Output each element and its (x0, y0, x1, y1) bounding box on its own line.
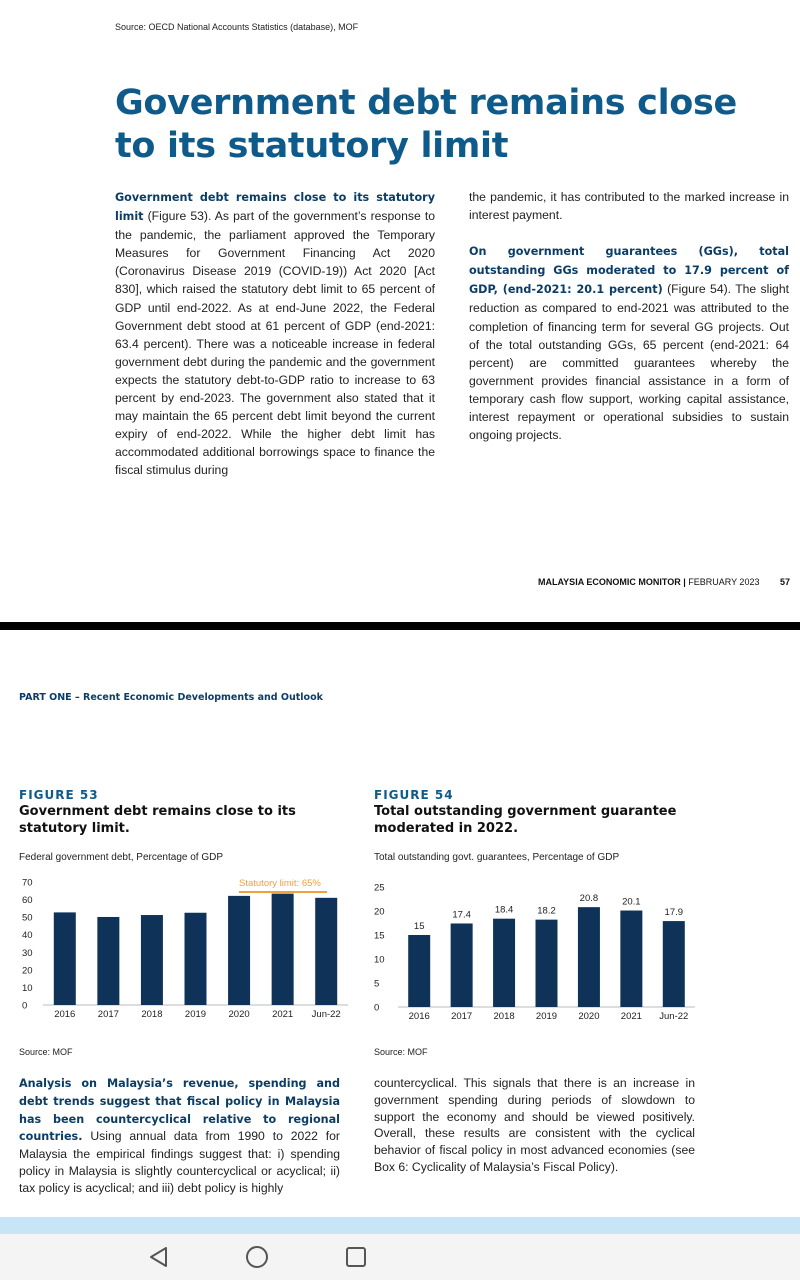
figure-53-subtitle: Federal government debt, Percentage of GDP (19, 852, 224, 863)
data-label: 20.1 (622, 896, 641, 908)
data-label: 15 (413, 921, 425, 932)
navigation-bar (0, 1234, 800, 1280)
y-tick-label: 40 (22, 930, 33, 942)
y-tick-label: 5 (374, 978, 380, 990)
page-number: 57 (779, 577, 790, 587)
paragraph-text: Using annual data from 1990 to 2022 for Malaysia the empirical findings suggest that: i) spending policy in Malaysia is slightly countercyclical or acyclical; ii) tax policy is acyclical; and iii) debt policy is highly (19, 1129, 340, 1195)
nav-strip (0, 1217, 800, 1234)
bar (578, 907, 600, 1007)
y-tick-label: 70 (22, 877, 33, 889)
x-tick-label: 2020 (578, 1011, 600, 1022)
y-tick-label: 30 (22, 947, 33, 959)
y-tick-label: 15 (374, 930, 385, 942)
x-tick-label: 2019 (535, 1011, 558, 1022)
bar (272, 894, 294, 1005)
figure-53-source: Source: MOF (19, 1047, 73, 1057)
figure-53-chart (15, 872, 350, 1022)
bar (97, 917, 119, 1005)
bar (451, 923, 473, 1007)
y-tick-label: 0 (22, 1000, 28, 1012)
running-header: PART ONE – Recent Economic Developments and Outlook (19, 692, 323, 703)
bar (185, 913, 207, 1005)
publication-date: FEBRUARY 2023 (688, 577, 760, 587)
lead-sentence: On government guarantees (GGs), total outstanding GGs moderated to 17.9 percent of GDP, (end-2021: 20.1 percent) (469, 245, 789, 297)
paragraph (469, 242, 789, 444)
text-column-right (469, 188, 789, 444)
text-column-left (115, 188, 435, 480)
bar (141, 915, 163, 1005)
lead-sentence: Analysis on Malaysia’s revenue, spending and debt trends suggest that fiscal policy in Malaysia has been countercyclical relative to regional countries. (19, 1077, 340, 1144)
y-tick-label: 0 (374, 1002, 380, 1014)
y-tick-label: 60 (22, 895, 33, 907)
back-icon (148, 1246, 170, 1268)
home-icon (245, 1245, 269, 1269)
data-label: 17.4 (452, 909, 471, 921)
figure-54-chart (370, 880, 700, 1025)
x-tick-label: 2016 (408, 1011, 430, 1022)
x-tick-label: Jun-22 (311, 1009, 341, 1020)
y-tick-label: 10 (22, 982, 33, 994)
text-column-left (19, 1075, 340, 1197)
section-heading: Government debt remains close to its statutory limit (115, 83, 737, 166)
source-note: Source: OECD National Accounts Statistics (database), MOF (115, 22, 359, 32)
x-tick-label: Jun-22 (659, 1011, 689, 1022)
text-column-right: countercyclical. This signals that there is an increase in government spending during periods of slowdown to support the economy and should be viewed positively. Overall, these results are consistent with the cyclical behavior of fiscal policy in most advanced economies (see Box 6: Cyclicality of Malaysia’s Fiscal Policy). (374, 1076, 695, 1174)
y-tick-label: 20 (22, 965, 33, 977)
figure-53-title: Government debt remains close to its statutory limit. (19, 804, 296, 836)
figure-54-source: Source: MOF (374, 1047, 428, 1057)
x-tick-label: 2018 (141, 1009, 163, 1020)
x-tick-label: 2016 (54, 1009, 76, 1020)
data-label: 18.2 (537, 905, 556, 917)
bar (315, 898, 337, 1005)
x-tick-label: 2020 (228, 1009, 250, 1020)
x-tick-label: 2021 (272, 1009, 294, 1020)
bar (620, 911, 642, 1007)
bar (536, 920, 558, 1007)
paragraph-text: (Figure 53). As part of the government’s response to the pandemic, the parliament approved the Temporary Measures for Government Financing Act 2020 (Coronavirus Disease 2019 (COVID-19)) Act 2020 [Act 830], which raised the statutory debt limit to 65 percent of GDP until end-2022. As at end-June 2022, the Federal Government debt stood at 61 percent of GDP (end-2021: 63.4 percent). There was a noticeable increase in federal government debt during the pandemic and the government expects the statutory debt-to-GDP ratio to increase to 63 percent by end-2023. The government also stated that it may maintain the 65 percent debt limit beyond the current expiry of end-2022. While the higher debt limit has accommodated additional borrowings space to finance the fiscal stimulus during (115, 209, 435, 478)
figure-54-title: Total outstanding government guarantee moderated in 2022. (374, 804, 677, 836)
figure-53-number: FIGURE 53 (19, 788, 99, 802)
paragraph: the pandemic, it has contributed to the marked increase in interest payment. (469, 190, 789, 223)
page-footer (538, 577, 790, 587)
x-tick-label: 2018 (493, 1011, 515, 1022)
data-label: 20.8 (579, 893, 599, 905)
bar (54, 912, 76, 1005)
x-tick-label: 2017 (451, 1011, 473, 1022)
lead-sentence: Government debt remains close to its statutory limit (115, 191, 435, 224)
back-button[interactable] (144, 1244, 174, 1270)
paragraph-text: (Figure 54). The slight reduction as compared to end-2021 was attributed to the completion of financing term for several GG projects. Out of the total outstanding GGs, 65 percent (end-2021: 64 percent) are committed guarantees whereby the government provides financial assistance in a form of temporary cash flow support, working capital assistance, interest repayment or operational subsidies to sustain ongoing projects. (469, 282, 789, 443)
statutory-limit-annotation: Statutory limit: 65% (239, 878, 321, 889)
y-tick-label: 20 (374, 906, 385, 918)
y-tick-label: 25 (374, 882, 385, 894)
publication-name: MALAYSIA ECONOMIC MONITOR (538, 577, 681, 587)
bar (408, 935, 430, 1007)
recents-icon (345, 1246, 367, 1268)
figure-54-number: FIGURE 54 (374, 788, 454, 802)
page-divider (0, 622, 800, 630)
y-tick-label: 10 (374, 954, 385, 966)
bar (493, 919, 515, 1007)
bar (663, 921, 685, 1007)
data-label: 17.9 (664, 907, 684, 919)
figure-54-subtitle: Total outstanding govt. guarantees, Percentage of GDP (374, 852, 620, 863)
x-tick-label: 2021 (620, 1011, 642, 1022)
home-button[interactable] (242, 1244, 272, 1270)
y-tick-label: 50 (22, 912, 33, 924)
x-tick-label: 2017 (97, 1009, 119, 1020)
data-label: 18.4 (494, 904, 514, 916)
bar (228, 896, 250, 1005)
footer-separator: | (683, 577, 689, 587)
x-tick-label: 2019 (184, 1009, 207, 1020)
recents-button[interactable] (341, 1244, 371, 1270)
